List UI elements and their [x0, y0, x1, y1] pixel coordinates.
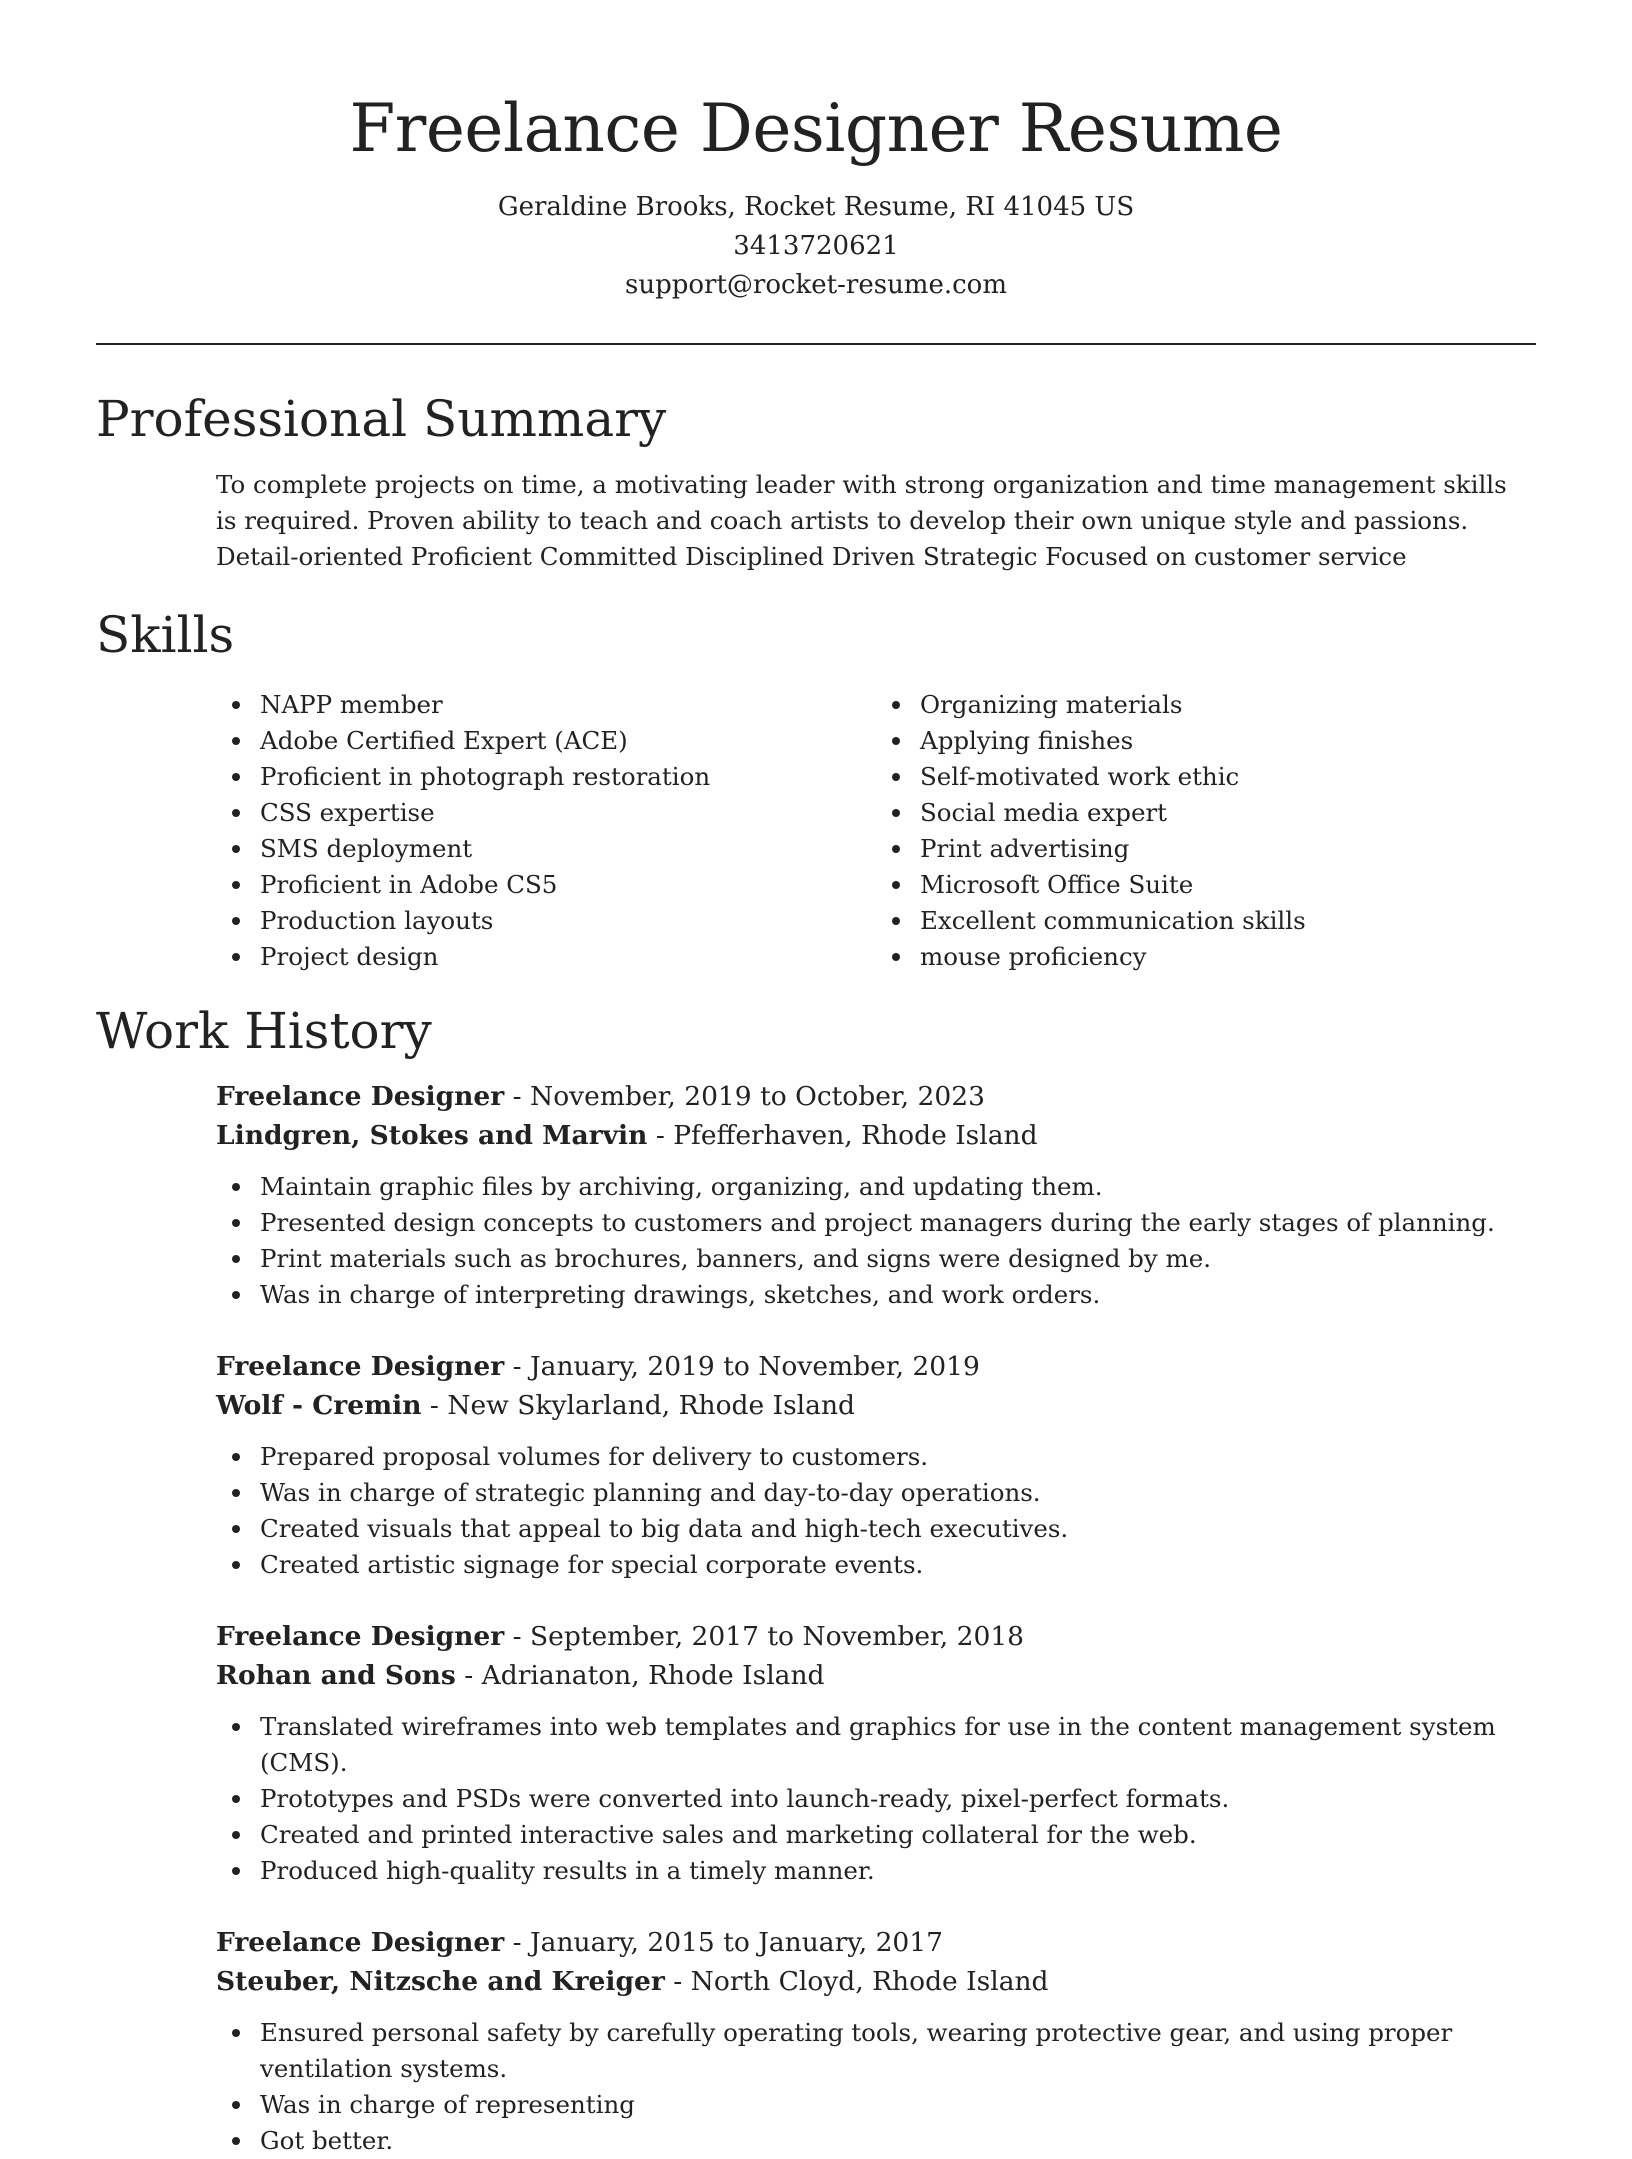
job-location: North Cloyd, Rhode Island — [690, 1966, 1049, 1997]
summary-heading: Professional Summary — [96, 390, 667, 448]
skill-item: mouse proficiency — [920, 939, 1536, 975]
duty-item: Print materials such as brochures, banners, and signs were designed by me. — [260, 1241, 1540, 1277]
job-dates: January, 2019 to November, 2019 — [530, 1351, 980, 1382]
job-title: Freelance Designer — [216, 1351, 505, 1382]
job-dates: September, 2017 to November, 2018 — [530, 1621, 1025, 1652]
job-title: Freelance Designer — [216, 1927, 505, 1958]
job-sep: - — [512, 1351, 531, 1382]
skills-columns — [216, 687, 1536, 975]
work-history-section — [96, 1001, 1536, 2159]
job-sep: - — [512, 1081, 531, 1112]
duty-item: Created visuals that appeal to big data and high-tech executives. — [260, 1511, 1540, 1547]
job-company: Steuber, Nitzsche and Kreiger — [216, 1966, 665, 1997]
skills-heading: Skills — [96, 606, 235, 664]
job-title-line — [216, 1347, 1536, 1386]
resume-page — [96, 0, 1536, 2159]
job-sep: - — [655, 1120, 674, 1151]
job-company-line — [216, 1962, 1536, 2001]
contact-phone: 3413720621 — [733, 231, 899, 261]
job-duties — [216, 2015, 1540, 2159]
resume-title: Freelance Designer Resume — [349, 90, 1283, 167]
job-location: Pfefferhaven, Rhode Island — [673, 1120, 1038, 1151]
duty-item: Presented design concepts to customers and project managers during the early stages of planning. — [260, 1205, 1540, 1241]
duty-item: Maintain graphic files by archiving, organizing, and updating them. — [260, 1169, 1540, 1205]
duty-item: Produced high-quality results in a timely manner. — [260, 1853, 1540, 1889]
job-sep: - — [512, 1927, 531, 1958]
job-company-line — [216, 1656, 1536, 1695]
job-dates: November, 2019 to October, 2023 — [530, 1081, 985, 1112]
job-sep: - — [673, 1966, 691, 1997]
skill-item: Applying finishes — [920, 723, 1536, 759]
header-divider — [96, 343, 1536, 345]
skill-item: Print advertising — [920, 831, 1536, 867]
duty-item: Prototypes and PSDs were converted into launch-ready, pixel-perfect formats. — [260, 1781, 1540, 1817]
skill-item: NAPP member — [260, 687, 876, 723]
job-duties — [216, 1709, 1540, 1889]
job-title: Freelance Designer — [216, 1081, 505, 1112]
duty-item: Was in charge of strategic planning and day-to-day operations. — [260, 1475, 1540, 1511]
skills-left-list — [216, 687, 876, 975]
contact-address: Geraldine Brooks, Rocket Resume, RI 41045 US — [497, 192, 1135, 222]
job-company: Lindgren, Stokes and Marvin — [216, 1120, 648, 1151]
job-location: New Skylarland, Rhode Island — [447, 1390, 855, 1421]
job-duties — [216, 1169, 1540, 1313]
skills-right-list — [876, 687, 1536, 975]
job-entry — [216, 1617, 1536, 1889]
duty-item: Ensured personal safety by carefully operating tools, wearing protective gear, and using proper ventilation systems. — [260, 2015, 1540, 2087]
job-duties — [216, 1439, 1540, 1583]
job-sep: - — [429, 1390, 448, 1421]
summary-section — [96, 389, 1536, 575]
job-company-line — [216, 1116, 1536, 1155]
job-sep: - — [464, 1660, 482, 1691]
skill-item: Adobe Certified Expert (ACE) — [260, 723, 876, 759]
skill-item: Project design — [260, 939, 876, 975]
skill-item: Proficient in photograph restoration — [260, 759, 876, 795]
skill-item: Self-motivated work ethic — [920, 759, 1536, 795]
job-company: Rohan and Sons — [216, 1660, 456, 1691]
skill-item: CSS expertise — [260, 795, 876, 831]
duty-item: Was in charge of interpreting drawings, sketches, and work orders. — [260, 1277, 1540, 1313]
contact-block — [96, 188, 1536, 305]
duty-item: Created and printed interactive sales and marketing collateral for the web. — [260, 1817, 1540, 1853]
skills-section — [96, 605, 1536, 975]
duty-item: Was in charge of representing — [260, 2087, 1540, 2123]
duty-item: Got better. — [260, 2123, 1540, 2159]
duty-item: Translated wireframes into web templates and graphics for use in the content management system (CMS). — [260, 1709, 1540, 1781]
job-company: Wolf - Cremin — [216, 1390, 422, 1421]
duty-item: Prepared proposal volumes for delivery to customers. — [260, 1439, 1540, 1475]
job-location: Adrianaton, Rhode Island — [481, 1660, 825, 1691]
job-entry — [216, 1923, 1536, 2159]
job-title-line — [216, 1923, 1536, 1962]
skill-item: Organizing materials — [920, 687, 1536, 723]
job-title-line — [216, 1617, 1536, 1656]
skill-item: SMS deployment — [260, 831, 876, 867]
job-title: Freelance Designer — [216, 1621, 505, 1652]
work-history-heading: Work History — [96, 1002, 432, 1060]
skill-item: Excellent communication skills — [920, 903, 1536, 939]
skill-item: Microsoft Office Suite — [920, 867, 1536, 903]
job-dates: January, 2015 to January, 2017 — [530, 1927, 944, 1958]
skill-item: Production layouts — [260, 903, 876, 939]
job-entry — [216, 1347, 1536, 1583]
contact-email: support@rocket-resume.com — [624, 270, 1007, 300]
job-sep: - — [512, 1621, 531, 1652]
skill-item: Proficient in Adobe CS5 — [260, 867, 876, 903]
skill-item: Social media expert — [920, 795, 1536, 831]
job-entry — [216, 1077, 1536, 1313]
job-title-line — [216, 1077, 1536, 1116]
job-company-line — [216, 1386, 1536, 1425]
summary-text: To complete projects on time, a motivating leader with strong organization and time management skills is required. Proven ability to teach and coach artists to develop their own unique style and passions. Detail-oriented Proficient Committed Disciplined Driven Strategic Focused on customer service — [216, 470, 1507, 571]
duty-item: Created artistic signage for special corporate events. — [260, 1547, 1540, 1583]
